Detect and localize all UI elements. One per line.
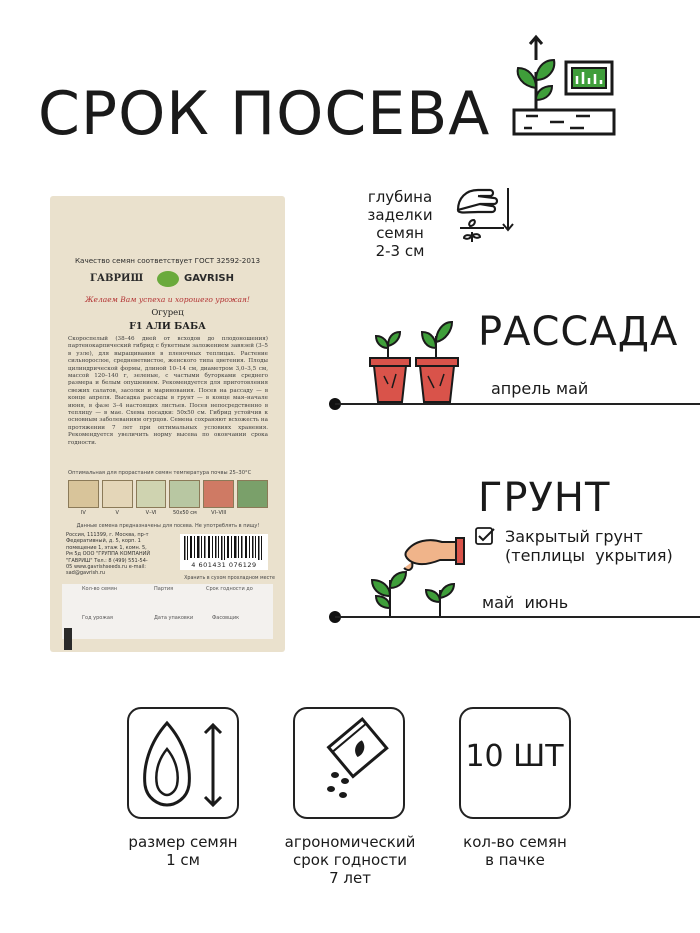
packet-step-label: V: [115, 510, 119, 516]
packet-field: Дата упаковки: [154, 615, 194, 621]
packet-step-label: V–VI: [145, 510, 157, 516]
packet-hybrid-name: F1 АЛИ БАБА: [129, 321, 206, 332]
packet-wish: Желаем Вам успеха и хорошего урожая!: [85, 295, 250, 304]
packet-field: Фасовщик: [212, 615, 240, 621]
shelf-life-caption: [264, 833, 436, 887]
page-title: СРОК ПОСЕВА: [38, 79, 491, 149]
seedling-months: апрель май: [491, 379, 589, 398]
seed-packet-image: [50, 196, 285, 652]
packet-description: Скороспелый (38–46 дней от всходов до плодоношения) партенокарпический гибрид с букетным заложением завязей (3–5 в узле), для выращивания в пленочных теплицах. Растение сильнорослое, средневетвистое, женского типа цветения. Плоды цилиндрической формы, длиной 10–14 см, диаметром 3,0–3,5 см, массой 120–140 г, зеленые, с частыми бугорками среднего размера и белым опушением. Рекомендуется для приготовления свежих салатов, засолки и маринования. Посев на рассаду — в конце апреля. Высадка рассады в грунт — в конце мая–начале июня, в фазе 3–4 настоящих листьев. Посев непосредственно в теплицу — в мае. Схема посадки: 50х50 см. Гибрид устойчив к основным заболеваниям огурцов. Семена сохраняют всхожесть на протяжении 7 лет при оптимальных условиях хранения. Рекомендуется увеличить норму высева по окончании срока годности.: [68, 336, 268, 446]
ground-months: май июнь: [482, 593, 569, 612]
packet-field: Год урожая: [82, 615, 113, 621]
packet-field: Кол-во семян: [82, 586, 118, 592]
caption-line: срок годности: [293, 851, 407, 869]
packet-fields-box: [62, 584, 273, 639]
barcode: [180, 534, 268, 570]
packet-brand: [50, 271, 285, 289]
ground-type: Закрытый грунт: [505, 527, 643, 546]
seedling-timeline: [335, 403, 700, 405]
packet-step-image: [136, 480, 167, 508]
packet-step-image: [169, 480, 200, 508]
seed-packet-icon: [295, 709, 403, 817]
packet-brand-en: GAVRISH: [184, 273, 234, 284]
brand-logo-icon: [157, 271, 179, 287]
packet-step-label: 50x50 см: [173, 510, 197, 516]
seedling-growth-icon: [510, 32, 620, 142]
depth-line: глубина: [367, 188, 433, 206]
depth-line: заделки: [367, 206, 433, 224]
packet-address: Россия, 111399, г. Москва, пр-т Федеративный, д. 5, корп. 1 помещение 1, этаж 1, комн. 5, Рм 5д ООО "ГРУППА КОМПАНИЙ "ГАВРИШ" Тел.: 8 (499) 551-54-05 www.gavrishseeds.ru e-mail: sad@gavrish.ru: [66, 532, 151, 577]
seed-count-caption: [435, 833, 595, 869]
sowing-depth: [360, 188, 440, 260]
packet-steps: [68, 480, 268, 508]
packet-step-label: [237, 510, 268, 516]
packet-temperature: Оптимальная для прорастания семян температура почвы 25–30°С: [68, 470, 252, 476]
hand-sowing-icon: [450, 180, 522, 252]
packet-step-labels: [68, 510, 268, 516]
caption-line: в пачке: [485, 851, 545, 869]
caption-line: 7 лет: [329, 869, 371, 887]
packet-step-image: [203, 480, 234, 508]
barcode-digits: 4 601431 076129: [191, 561, 257, 569]
seed-size-tile: [127, 707, 239, 819]
packet-note: Данные семена предназначены для посева. Не употреблять в пищу!: [76, 523, 260, 529]
seedling-pots-icon: [366, 318, 466, 408]
packet-step-image: [237, 480, 268, 508]
packet-step-image: [102, 480, 133, 508]
ground-heading: ГРУНТ: [478, 475, 611, 521]
seedling-heading: РАССАДА: [478, 309, 679, 355]
packet-storage: Хранить в сухом прохладном месте: [184, 576, 275, 581]
packet-brand-ru: ГАВРИШ: [90, 273, 144, 284]
ground-type-note: (теплицы укрытия): [505, 546, 673, 565]
packet-field: Срок годности до: [206, 586, 253, 592]
packet-step-image: [68, 480, 99, 508]
depth-value: 2-3 см: [375, 242, 425, 260]
depth-line: семян: [376, 224, 424, 242]
packet-field: Партия: [154, 586, 174, 592]
hand-planting-icon: [368, 530, 474, 622]
packet-black-mark: [64, 628, 72, 650]
packet-step-label: VI–VIII: [211, 510, 227, 516]
seed-size-icon: [129, 709, 237, 817]
packet-gost: Качество семян соответствует ГОСТ 32592-2013: [74, 256, 261, 265]
shelf-life-tile: [293, 707, 405, 819]
seed-count-tile: [459, 707, 571, 819]
packet-step-label: IV: [80, 510, 86, 516]
caption-line: 1 см: [166, 851, 200, 869]
caption-line: кол-во семян: [463, 833, 567, 851]
ground-timeline: [335, 616, 700, 618]
packet-variety: Огурец: [151, 308, 184, 318]
caption-line: размер семян: [128, 833, 238, 851]
caption-line: агрономический: [284, 833, 416, 851]
barcode-icon: [180, 534, 268, 562]
checkbox-checked-icon: [474, 526, 496, 548]
seed-size-caption: [103, 833, 263, 869]
seed-count-value: 10 ШТ: [465, 739, 564, 774]
